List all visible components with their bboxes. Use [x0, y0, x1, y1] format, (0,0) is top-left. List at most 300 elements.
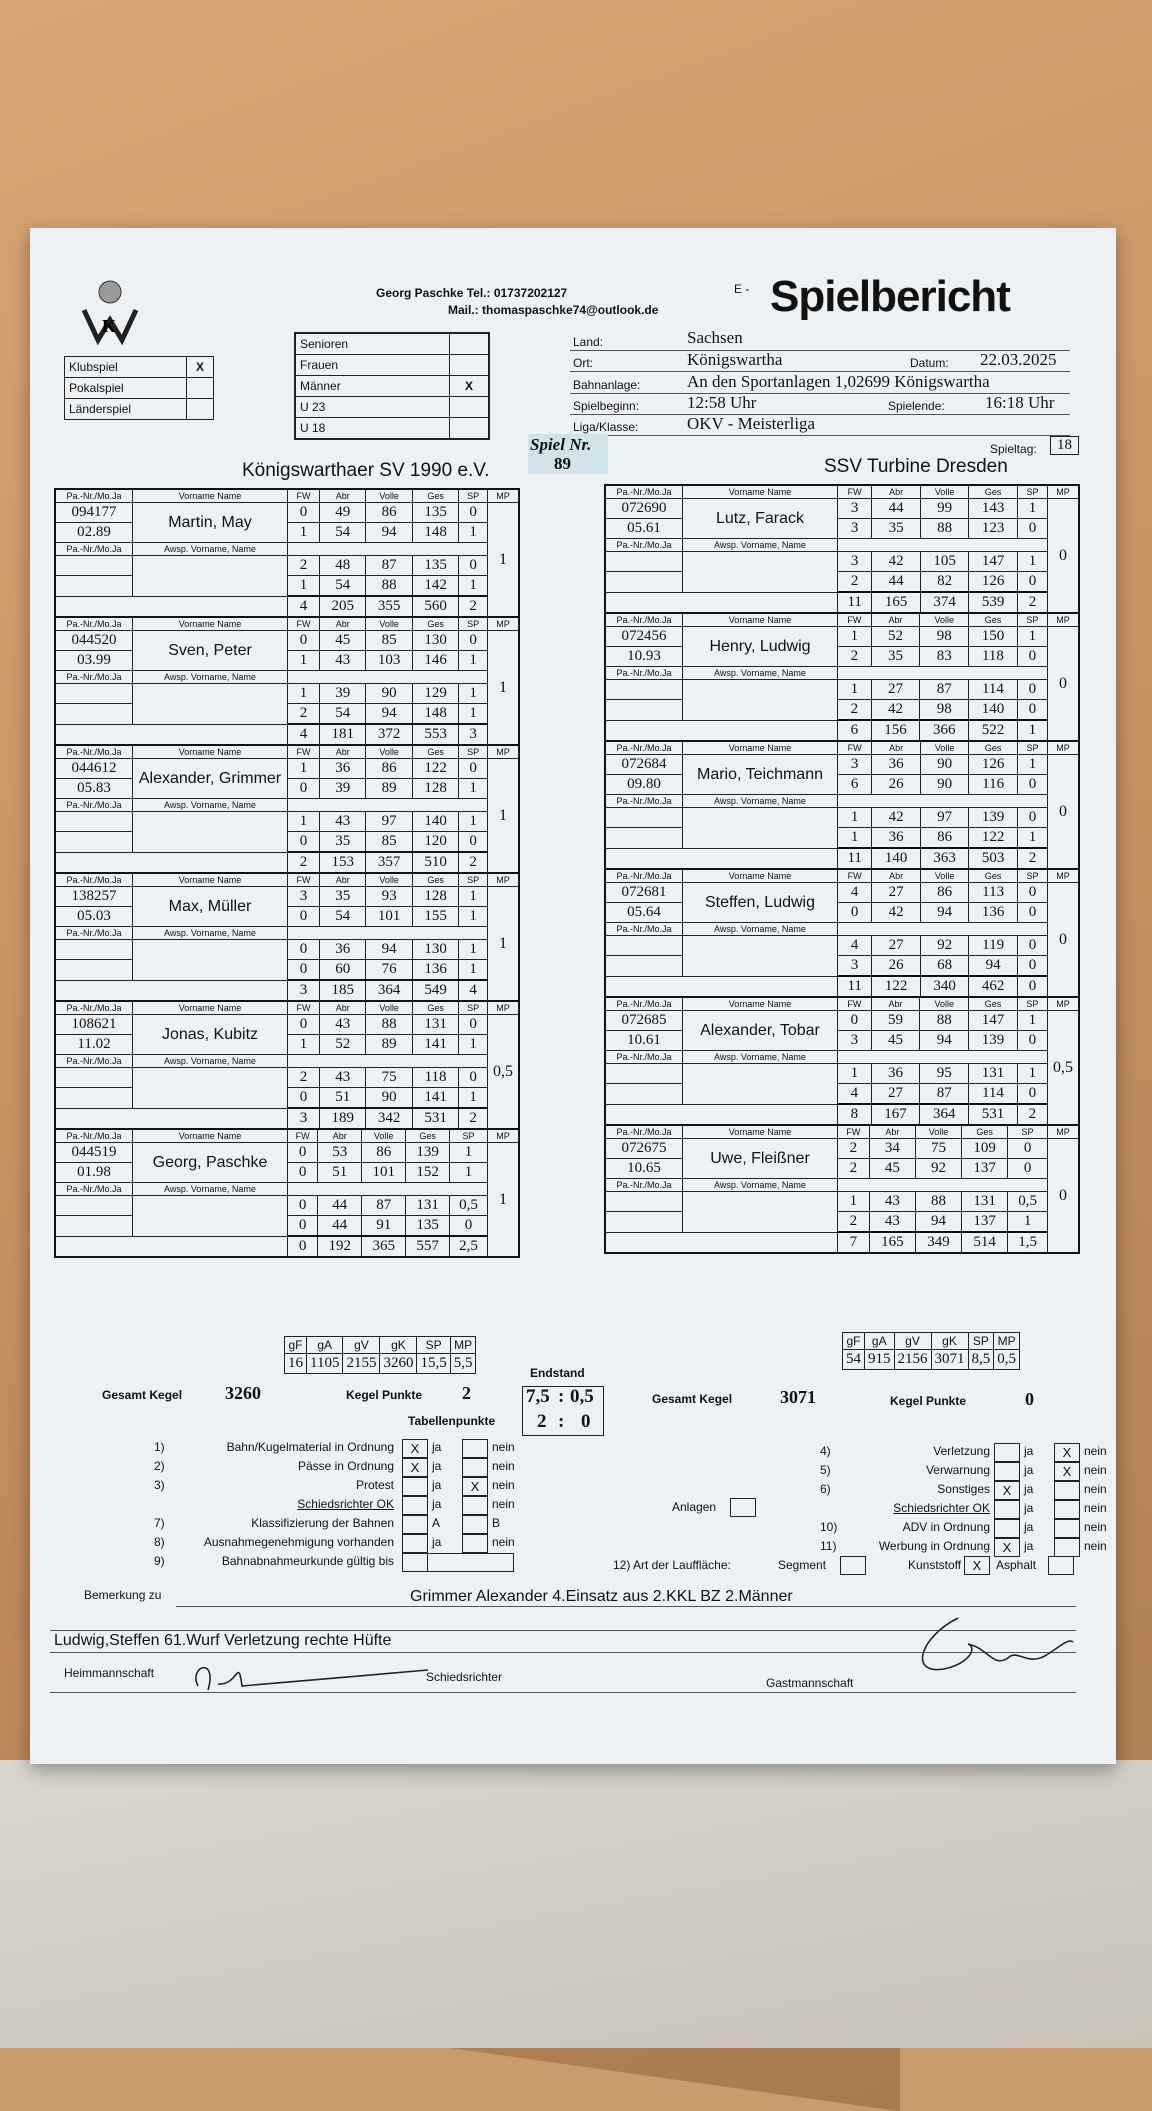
check-nein-label: nein [492, 1497, 515, 1511]
player-row [55, 576, 519, 597]
player-block [54, 616, 520, 746]
guest-sum-table [842, 1332, 1020, 1370]
klasse-row [295, 355, 489, 376]
home_sum-cell: gA [307, 1337, 343, 1354]
score-cell: 86 [366, 503, 412, 523]
total-cell: 363 [920, 848, 969, 869]
guest_sum-cell: 0,5 [994, 1350, 1020, 1370]
check-num: 10) [820, 1520, 838, 1534]
col-header-pass: Pa.-Nr./Mo.Ja [605, 869, 683, 883]
check-nein-label: nein [492, 1535, 515, 1549]
awsp-spacer [838, 667, 1048, 680]
score-cell: 131 [969, 1064, 1018, 1084]
score-cell: 26 [872, 956, 921, 977]
score-cell: 97 [920, 808, 969, 828]
check-ja-box[interactable] [994, 1443, 1020, 1462]
player-header-row [55, 489, 519, 503]
awsp-pass-header: Pa.-Nr./Mo.Ja [55, 1055, 133, 1068]
score-cell: 0 [1017, 680, 1047, 700]
check-nein-box[interactable] [1054, 1519, 1080, 1538]
score-cell: 139 [969, 1031, 1018, 1051]
check-ja-label: ja [432, 1459, 442, 1473]
spieltyp-label: Klubspiel [65, 357, 187, 378]
col-header-name: Vorname Name [683, 1125, 838, 1139]
col-header-volle: Volle [920, 485, 969, 499]
score-cell: 0 [838, 903, 872, 923]
check-ja-label: ja [1024, 1520, 1034, 1534]
player-block [604, 868, 1080, 998]
col-header-sp: SP [1008, 1125, 1048, 1139]
check-nein-box[interactable]: X [1054, 1443, 1080, 1462]
awsp-pass-cell [605, 1192, 683, 1212]
score-cell: 1 [459, 651, 488, 671]
check-nein-box[interactable]: X [1054, 1462, 1080, 1481]
spieltyp-label: Länderspiel [65, 399, 187, 420]
score-cell: 54 [320, 907, 366, 927]
col-header-fw: FW [838, 1125, 870, 1139]
spieltyp-mark[interactable] [187, 399, 214, 420]
player-row [55, 1088, 519, 1109]
total-cell: 514 [962, 1232, 1008, 1253]
score-cell: 2 [288, 704, 320, 725]
total-cell: 522 [969, 720, 1018, 741]
col-header-fw: FW [838, 613, 872, 627]
check-nein-label: nein [1084, 1520, 1107, 1534]
footer-heim: Heimmannschaft [64, 1666, 155, 1680]
score-cell: 45 [320, 631, 366, 651]
awsp-header-row [55, 1055, 519, 1068]
awsp-name-cell [683, 808, 838, 849]
player-total-row [55, 1108, 519, 1129]
floor [0, 1760, 1152, 2048]
score-cell: 0 [1017, 808, 1047, 828]
awsp-pass-header: Pa.-Nr./Mo.Ja [605, 539, 683, 552]
klasse-mark[interactable] [450, 418, 490, 440]
score-cell: 99 [920, 499, 969, 519]
score-cell: 88 [915, 1192, 961, 1212]
col-header-ges: Ges [406, 1129, 450, 1143]
lauf-asphalt-label: Asphalt [996, 1558, 1037, 1572]
score-cell: 2 [838, 1212, 870, 1233]
check-num: 4) [820, 1444, 831, 1458]
score-cell: 1 [838, 808, 872, 828]
score-cell: 103 [366, 651, 412, 671]
player-row [605, 680, 1079, 700]
total-cell: 6 [838, 720, 872, 741]
check-label: ADV in Ordnung [902, 1520, 990, 1534]
awsp-pass-cell [55, 1088, 133, 1109]
player-mp: 0 [1048, 499, 1080, 614]
awsp-name-header: Awsp. Vorname, Name [683, 539, 838, 552]
awsp-pass-header: Pa.-Nr./Mo.Ja [605, 1051, 683, 1064]
score-cell: 0 [838, 1011, 872, 1031]
score-cell: 1 [459, 684, 488, 704]
anlagen-label: Anlagen [672, 1500, 717, 1514]
score-cell: 0 [288, 1163, 318, 1183]
score-cell: 44 [872, 499, 921, 519]
total-spacer [55, 980, 288, 1001]
col-header-pass: Pa.-Nr./Mo.Ja [55, 1001, 133, 1015]
total-spacer [605, 848, 838, 869]
check-nein-box[interactable] [462, 1515, 488, 1534]
score-cell: 49 [320, 503, 366, 523]
check-nein-label: nein [1084, 1501, 1107, 1515]
score-cell: 0 [1017, 883, 1047, 903]
spieltyp-mark[interactable]: X [187, 357, 214, 378]
total-cell: 11 [838, 592, 872, 613]
total-cell: 366 [920, 720, 969, 741]
total-cell: 189 [320, 1108, 366, 1129]
player-name: Henry, Ludwig [683, 627, 838, 667]
home-sum-table [284, 1336, 476, 1374]
col-header-pass: Pa.-Nr./Mo.Ja [605, 613, 683, 627]
score-cell: 135 [412, 503, 458, 523]
col-header-volle: Volle [920, 997, 969, 1011]
check-label: Verletzung [933, 1444, 990, 1458]
check-nein-box[interactable] [1054, 1481, 1080, 1500]
footer-schiri: Schiedsrichter [426, 1670, 503, 1684]
check-label: Bahn/Kugelmaterial in Ordnung [226, 1440, 394, 1454]
check-ja-box[interactable] [402, 1534, 428, 1553]
awsp-spacer [288, 543, 488, 556]
score-cell: 88 [920, 1011, 969, 1031]
awsp-header-row [55, 543, 519, 556]
score-cell: 86 [920, 828, 969, 849]
score-cell: 35 [320, 832, 366, 853]
score-cell: 87 [920, 680, 969, 700]
awsp-pass-header: Pa.-Nr./Mo.Ja [55, 671, 133, 684]
awsp-spacer [288, 1183, 488, 1196]
score-cell: 109 [962, 1139, 1008, 1159]
total-cell: 372 [366, 724, 412, 745]
home_sum-cell: 5,5 [450, 1354, 476, 1374]
check-date-box[interactable] [402, 1553, 514, 1572]
player-row [605, 1159, 1079, 1179]
score-cell: 90 [366, 1088, 412, 1109]
player-birth-date: 05.03 [55, 907, 133, 927]
score-cell: 1 [450, 1163, 488, 1183]
guest_sum-cell: 54 [843, 1350, 865, 1370]
awsp-pass-cell [55, 1196, 133, 1216]
awsp-pass-cell [55, 812, 133, 832]
awsp-name-cell [133, 556, 288, 597]
score-cell: 150 [969, 627, 1018, 647]
awsp-spacer [838, 1179, 1048, 1192]
score-cell: 75 [915, 1139, 961, 1159]
awsp-name-cell [683, 680, 838, 721]
col-header-volle: Volle [366, 873, 412, 887]
col-header-name: Vorname Name [133, 1001, 288, 1015]
score-cell: 88 [366, 1015, 412, 1035]
total-spacer [55, 852, 288, 873]
player-row [55, 779, 519, 799]
check-label: Klassifizierung der Bahnen [251, 1516, 394, 1530]
col-header-volle: Volle [366, 745, 412, 759]
score-cell: 86 [366, 759, 412, 779]
check-ja-label: ja [1024, 1444, 1034, 1458]
total-cell: 11 [838, 976, 872, 997]
total-spacer [605, 592, 838, 613]
awsp-spacer [838, 923, 1048, 936]
score-cell: 1 [288, 523, 320, 543]
score-cell: 128 [412, 779, 458, 799]
ende-label: Spielende: [888, 399, 945, 413]
total-spacer [605, 1104, 838, 1125]
col-header-mp: MP [1048, 869, 1080, 883]
awsp-pass-cell [55, 940, 133, 960]
score-cell: 0 [459, 556, 488, 576]
player-birth-date: 05.64 [605, 903, 683, 923]
player-header-row [55, 1129, 519, 1143]
awsp-spacer [838, 539, 1048, 552]
total-cell: 122 [872, 976, 921, 997]
score-cell: 6 [838, 775, 872, 795]
check-ja-box[interactable]: X [994, 1481, 1020, 1500]
spieltyp-mark[interactable] [187, 378, 214, 399]
score-cell: 0 [1017, 903, 1047, 923]
check-label: Bahnabnahmeurkunde gültig bis [221, 1554, 394, 1568]
total-cell: 156 [871, 720, 920, 741]
score-cell: 27 [871, 680, 920, 700]
score-sheet [30, 228, 1116, 1764]
score-cell: 51 [320, 1088, 366, 1109]
player-row [55, 1035, 519, 1055]
player-row [605, 1011, 1079, 1031]
klasse-mark[interactable] [450, 333, 490, 355]
col-header-mp: MP [488, 617, 520, 631]
awsp-pass-header: Pa.-Nr./Mo.Ja [605, 667, 683, 680]
klasse-row [295, 397, 489, 418]
col-header-pass: Pa.-Nr./Mo.Ja [55, 745, 133, 759]
player-name: Max, Müller [133, 887, 288, 927]
col-header-fw: FW [288, 489, 320, 503]
spieltag-value: 18 [1050, 436, 1079, 455]
score-cell: 0 [288, 1196, 318, 1216]
col-header-mp: MP [488, 1129, 520, 1143]
player-row [605, 1084, 1079, 1105]
score-cell: 126 [969, 572, 1018, 593]
score-cell: 92 [920, 936, 969, 956]
awsp-pass-cell [605, 936, 683, 956]
score-cell: 3 [838, 552, 872, 572]
total-cell: 349 [915, 1232, 961, 1253]
player-row [55, 940, 519, 960]
check-nein-box[interactable] [462, 1458, 488, 1477]
klasse-label: Männer [295, 376, 450, 397]
score-cell: 1 [838, 1192, 870, 1212]
total-cell: 165 [872, 592, 921, 613]
col-header-abr: Abr [872, 741, 921, 755]
col-header-abr: Abr [320, 1001, 366, 1015]
col-header-fw: FW [288, 1129, 318, 1143]
score-cell: 1 [1017, 1064, 1047, 1084]
check-ja-box[interactable]: X [994, 1538, 1020, 1557]
col-header-mp: MP [1048, 1125, 1080, 1139]
score-cell: 0 [288, 832, 320, 853]
check-nein-box[interactable] [462, 1496, 488, 1515]
check-nein-label: nein [1084, 1444, 1107, 1458]
bemerkung-text-2: Ludwig,Steffen 61.Wurf Verletzung rechte Hüfte [54, 1632, 392, 1649]
col-header-volle: Volle [920, 741, 969, 755]
check-ja-label: ja [1024, 1463, 1034, 1477]
player-name: Mario, Teichmann [683, 755, 838, 795]
col-header-sp: SP [1017, 869, 1047, 883]
col-header-pass: Pa.-Nr./Mo.Ja [605, 741, 683, 755]
player-total-row [605, 848, 1079, 869]
score-cell: 146 [412, 651, 458, 671]
player-pass-number: 072685 [605, 1011, 683, 1031]
spielnr-label: Spiel Nr. [530, 435, 592, 454]
score-cell: 135 [412, 556, 458, 576]
awsp-pass-header: Pa.-Nr./Mo.Ja [55, 543, 133, 556]
score-cell: 1 [459, 1035, 488, 1055]
col-header-fw: FW [838, 997, 872, 1011]
check-nein-label: nein [1084, 1482, 1107, 1496]
col-header-sp: SP [459, 617, 488, 631]
score-cell: 136 [412, 960, 458, 981]
check-ja-box[interactable] [994, 1462, 1020, 1481]
player-pass-number: 044519 [55, 1143, 133, 1163]
score-cell: 85 [366, 631, 412, 651]
col-header-name: Vorname Name [683, 869, 838, 883]
total-cell: 342 [366, 1108, 412, 1129]
score-cell: 44 [318, 1196, 362, 1216]
total-cell: 560 [412, 596, 458, 617]
score-cell: 0 [288, 1143, 318, 1163]
check-nein-box[interactable] [1054, 1500, 1080, 1519]
awsp-name-header: Awsp. Vorname, Name [133, 927, 288, 940]
klasse-mark[interactable] [450, 397, 490, 418]
total-cell: 557 [406, 1236, 450, 1257]
score-cell: 0 [288, 1015, 320, 1035]
score-cell: 53 [318, 1143, 362, 1163]
score-cell: 98 [920, 627, 969, 647]
score-cell: 101 [362, 1163, 406, 1183]
player-mp: 1 [488, 503, 520, 618]
total-cell: 503 [969, 848, 1018, 869]
guest_sum-cell: 3071 [931, 1350, 968, 1370]
tab-home: 2 [537, 1411, 547, 1432]
score-cell: 119 [969, 936, 1018, 956]
awsp-spacer [288, 671, 488, 684]
score-cell: 26 [872, 775, 921, 795]
col-header-pass: Pa.-Nr./Mo.Ja [605, 485, 683, 499]
score-cell: 90 [366, 684, 412, 704]
col-header-sp: SP [1017, 613, 1047, 627]
spieltag-label: Spieltag: [990, 442, 1037, 456]
col-header-fw: FW [838, 741, 872, 755]
check-ja-box[interactable]: X [402, 1439, 428, 1458]
score-cell: 0 [459, 631, 488, 651]
total-cell: 3 [288, 980, 320, 1001]
check-ja-box[interactable] [402, 1515, 428, 1534]
score-cell: 140 [412, 812, 458, 832]
awsp-pass-cell [55, 684, 133, 704]
player-mp: 0 [1048, 883, 1080, 998]
player-birth-date: 05.61 [605, 519, 683, 539]
home_sum-cell: 1105 [307, 1354, 343, 1374]
check-ja-box[interactable] [994, 1519, 1020, 1538]
score-cell: 36 [872, 828, 921, 849]
awsp-pass-cell [605, 956, 683, 977]
total-spacer [55, 596, 288, 617]
beginn-value: 12:58 Uhr [687, 393, 757, 412]
col-header-pass: Pa.-Nr./Mo.Ja [55, 617, 133, 631]
check-nein-box[interactable] [462, 1439, 488, 1458]
home-gesamt-value: 3260 [225, 1383, 261, 1403]
klasse-mark[interactable] [450, 355, 490, 376]
lauf-asphalt-checkbox[interactable] [1048, 1556, 1074, 1575]
check-ja-box[interactable] [994, 1500, 1020, 1519]
check-nein-label: nein [492, 1440, 515, 1454]
player-name: Georg, Paschke [133, 1143, 288, 1183]
player-row [605, 775, 1079, 795]
col-header-ges: Ges [969, 741, 1018, 755]
col-header-fw: FW [838, 485, 872, 499]
anlagen-checkbox[interactable] [730, 1498, 756, 1517]
col-header-pass: Pa.-Nr./Mo.Ja [55, 489, 133, 503]
col-header-ges: Ges [969, 997, 1018, 1011]
score-cell: 0 [288, 631, 320, 651]
score-cell: 94 [969, 956, 1018, 977]
player-header-row [55, 745, 519, 759]
player-block [604, 996, 1080, 1126]
player-row [605, 883, 1079, 903]
total-cell: 355 [366, 596, 412, 617]
svg-text:K: K [102, 316, 117, 336]
awsp-name-header: Awsp. Vorname, Name [133, 1183, 288, 1196]
lauf-kunststoff-checkbox[interactable]: X [964, 1556, 990, 1575]
check-ja-label: ja [432, 1478, 442, 1492]
check-ja-box[interactable] [402, 1477, 428, 1496]
total-cell: 531 [412, 1108, 458, 1129]
awsp-name-header: Awsp. Vorname, Name [133, 1055, 288, 1068]
score-cell: 44 [872, 572, 921, 593]
player-row [55, 684, 519, 704]
check-ja-box[interactable] [402, 1496, 428, 1515]
klasse-mark[interactable]: X [450, 376, 490, 397]
player-name: Sven, Peter [133, 631, 288, 671]
home-players [54, 490, 520, 1258]
endstand-guest: 0,5 [570, 1386, 594, 1407]
col-header-pass: Pa.-Nr./Mo.Ja [55, 873, 133, 887]
player-mp: 1 [488, 631, 520, 746]
total-cell: 364 [920, 1104, 969, 1125]
klasse-label: Senioren [295, 333, 450, 355]
check-nein-box[interactable] [1054, 1538, 1080, 1557]
col-header-volle: Volle [920, 613, 969, 627]
col-header-abr: Abr [320, 745, 366, 759]
score-cell: 98 [920, 700, 969, 721]
check-nein-label: B [492, 1516, 501, 1530]
player-pass-number: 072681 [605, 883, 683, 903]
score-cell: 141 [412, 1035, 458, 1055]
check-nein-box[interactable] [462, 1534, 488, 1553]
lauf-segment-checkbox[interactable] [840, 1556, 866, 1575]
check-num: 1) [154, 1440, 165, 1454]
col-header-name: Vorname Name [133, 489, 288, 503]
check-ja-box[interactable]: X [402, 1458, 428, 1477]
check-nein-box[interactable]: X [462, 1477, 488, 1496]
awsp-pass-cell [55, 704, 133, 725]
col-header-volle: Volle [366, 1001, 412, 1015]
col-header-ges: Ges [969, 869, 1018, 883]
total-cell: 140 [872, 848, 921, 869]
total-spacer [55, 724, 288, 745]
guest-team-name: SSV Turbine Dresden [824, 456, 1008, 477]
player-row [605, 956, 1079, 977]
liga-label: Liga/Klasse: [573, 420, 639, 434]
